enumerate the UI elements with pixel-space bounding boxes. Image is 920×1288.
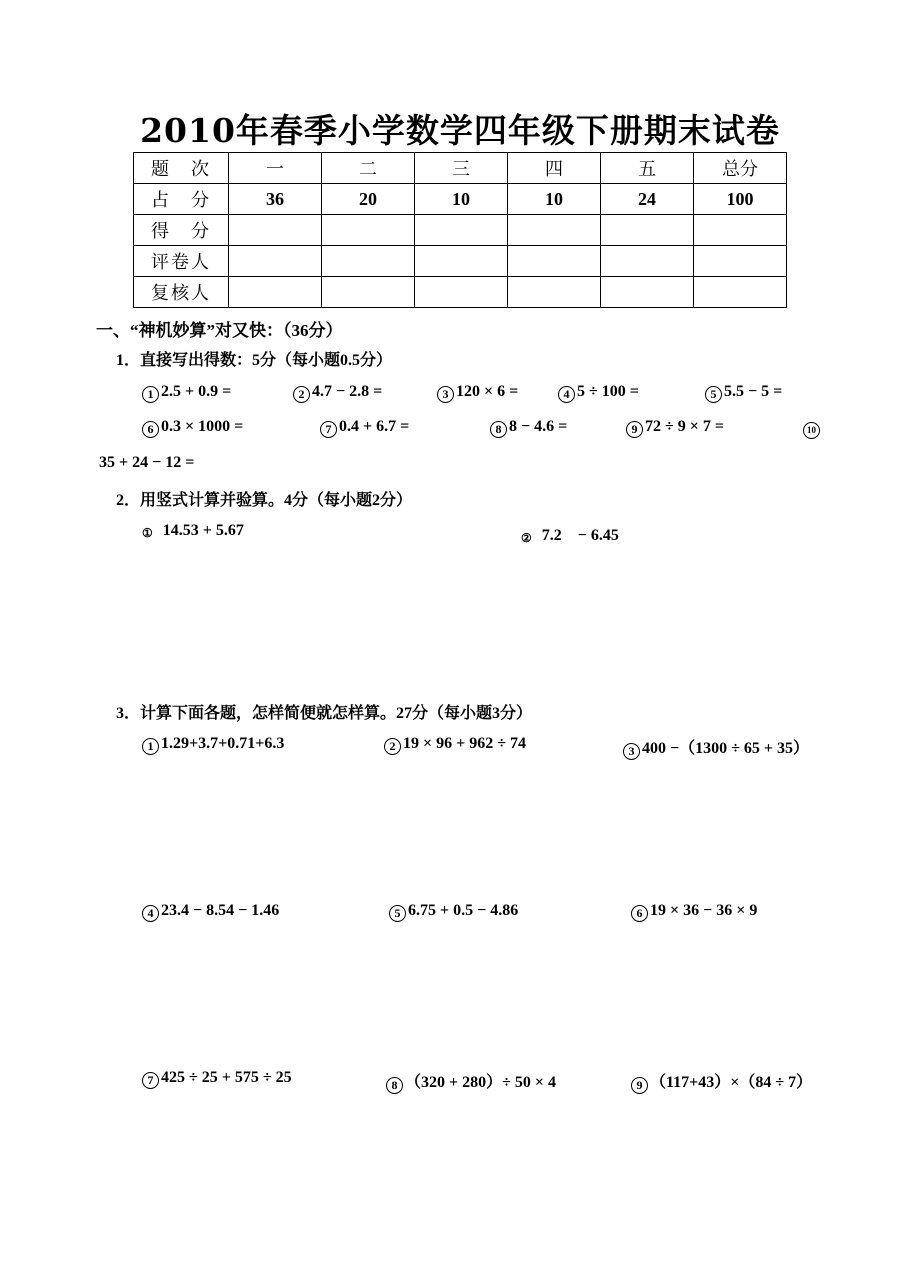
score-input-cell[interactable] bbox=[508, 246, 601, 277]
problem-expression: （320 + 280）÷ 50 × 4 bbox=[405, 1074, 557, 1091]
problem-number: 5 bbox=[705, 386, 722, 403]
problem-number: 8 bbox=[490, 421, 507, 438]
problem-item bbox=[142, 735, 284, 755]
problem-number: 1 bbox=[142, 386, 159, 403]
score-input-cell[interactable] bbox=[508, 277, 601, 308]
problem-number: 1 bbox=[142, 738, 159, 755]
table-cell: 10 bbox=[508, 184, 601, 215]
problem-expression: 5 ÷ 100 = bbox=[577, 383, 639, 400]
table-row bbox=[134, 215, 787, 246]
problem-item bbox=[142, 418, 243, 438]
table-cell: 24 bbox=[601, 184, 694, 215]
problem-expression: 19 × 36 − 36 × 9 bbox=[650, 902, 758, 919]
problem-item bbox=[490, 418, 567, 438]
problem-item bbox=[705, 383, 782, 403]
problem-number: 2 bbox=[384, 738, 401, 755]
problem-expression: 6.75 + 0.5 − 4.86 bbox=[408, 902, 519, 919]
score-input-cell[interactable] bbox=[229, 246, 322, 277]
problem-expression: 120 × 6 = bbox=[456, 383, 519, 400]
table-cell: 36 bbox=[229, 184, 322, 215]
problem-number: 7 bbox=[142, 1072, 159, 1089]
problem-number: ① bbox=[142, 526, 153, 540]
problem-expression: 2.5 + 0.9 = bbox=[161, 383, 232, 400]
table-cell: 100 bbox=[694, 184, 787, 215]
problem-number: 7 bbox=[320, 421, 337, 438]
problem-number: 4 bbox=[142, 905, 159, 922]
table-row bbox=[134, 277, 787, 308]
problem-number: ② bbox=[521, 531, 532, 545]
problem-item bbox=[803, 418, 822, 439]
table-cell: 二 bbox=[322, 153, 415, 184]
table-cell: 10 bbox=[415, 184, 508, 215]
table-cell: 三 bbox=[415, 153, 508, 184]
problem-item bbox=[142, 902, 279, 922]
problem-expression: 14.53 + 5.67 bbox=[162, 522, 244, 539]
problem-item bbox=[142, 522, 244, 542]
problem-number: 6 bbox=[631, 905, 648, 922]
table-row bbox=[134, 184, 787, 215]
score-input-cell[interactable] bbox=[694, 215, 787, 246]
problem-expression: 425 ÷ 25 + 575 ÷ 25 bbox=[161, 1069, 292, 1086]
problem-number: 3 bbox=[437, 386, 454, 403]
problem-expression: 7.2 − 6.45 bbox=[541, 527, 619, 544]
score-input-cell[interactable] bbox=[601, 215, 694, 246]
problem-expression: 0.4 + 6.7 = bbox=[339, 418, 410, 435]
table-cell: 五 bbox=[601, 153, 694, 184]
score-input-cell[interactable] bbox=[322, 215, 415, 246]
section-heading: 一、“神机妙算”对又快：（36分） bbox=[96, 321, 343, 340]
problem-expression: 23.4 − 8.54 − 1.46 bbox=[161, 902, 280, 919]
table-cell: 20 bbox=[322, 184, 415, 215]
problem-item bbox=[558, 383, 639, 403]
score-input-cell[interactable] bbox=[601, 246, 694, 277]
table-cell: 题 次 bbox=[134, 153, 229, 184]
problem-item bbox=[631, 902, 757, 922]
problem-item bbox=[389, 902, 518, 922]
problem-number: 9 bbox=[626, 421, 643, 438]
problem-item bbox=[623, 735, 809, 760]
problem-number: 8 bbox=[386, 1077, 403, 1094]
table-cell: 四 bbox=[508, 153, 601, 184]
score-input-cell[interactable] bbox=[415, 215, 508, 246]
problem-number: 10 bbox=[803, 422, 820, 439]
table-cell: 得 分 bbox=[134, 215, 229, 246]
question-heading: 2．用竖式计算并验算。4分（每小题2分） bbox=[116, 492, 413, 509]
problem-expression: 5.5 − 5 = bbox=[724, 383, 783, 400]
score-input-cell[interactable] bbox=[229, 215, 322, 246]
problem-number: 6 bbox=[142, 421, 159, 438]
problem-expression: 72 ÷ 9 × 7 = bbox=[645, 418, 725, 435]
problem-item bbox=[521, 522, 619, 547]
score-input-cell[interactable] bbox=[415, 277, 508, 308]
problem-expression: 8 − 4.6 = bbox=[509, 418, 568, 435]
score-input-cell[interactable] bbox=[322, 246, 415, 277]
table-row bbox=[134, 153, 787, 184]
problem-item bbox=[437, 383, 518, 403]
problem-expression: 19 × 96 + 962 ÷ 74 bbox=[403, 735, 527, 752]
problem-expression: （117+43）×（84 ÷ 7） bbox=[650, 1074, 813, 1091]
problem-number: 9 bbox=[631, 1077, 648, 1094]
problem-item bbox=[320, 418, 409, 438]
table-cell: 评卷人 bbox=[134, 246, 229, 277]
problem-item bbox=[99, 454, 194, 472]
problem-number: 3 bbox=[623, 743, 640, 760]
score-input-cell[interactable] bbox=[229, 277, 322, 308]
table-cell: 占 分 bbox=[134, 184, 229, 215]
problem-expression: 35 + 24 − 12 = bbox=[99, 454, 195, 471]
problem-item bbox=[142, 1069, 292, 1089]
score-input-cell[interactable] bbox=[415, 246, 508, 277]
problem-item bbox=[386, 1069, 556, 1094]
problem-item bbox=[384, 735, 526, 755]
table-cell: 复核人 bbox=[134, 277, 229, 308]
page-title: 2010年春季小学数学四年级下册期末试卷 bbox=[140, 111, 780, 150]
score-input-cell[interactable] bbox=[601, 277, 694, 308]
problem-expression: 0.3 × 1000 = bbox=[161, 418, 244, 435]
score-input-cell[interactable] bbox=[694, 246, 787, 277]
problem-item bbox=[293, 383, 382, 403]
problem-expression: 1.29+3.7+0.71+6.3 bbox=[161, 735, 285, 752]
table-cell: 总分 bbox=[694, 153, 787, 184]
question-heading: 3．计算下面各题，怎样简便就怎样算。27分（每小题3分） bbox=[116, 705, 533, 722]
problem-item bbox=[142, 383, 231, 403]
problem-expression: 400 −（1300 ÷ 65 + 35） bbox=[642, 740, 810, 757]
table-row bbox=[134, 246, 787, 277]
problem-item bbox=[631, 1069, 812, 1094]
table-cell: 一 bbox=[229, 153, 322, 184]
problem-item bbox=[626, 418, 724, 438]
score-table bbox=[133, 152, 787, 308]
problem-number: 5 bbox=[389, 905, 406, 922]
question-heading: 1．直接写出得数：5分（每小题0.5分） bbox=[116, 352, 393, 369]
problem-expression: 4.7 − 2.8 = bbox=[312, 383, 383, 400]
score-input-cell[interactable] bbox=[694, 277, 787, 308]
score-input-cell[interactable] bbox=[322, 277, 415, 308]
problem-number: 2 bbox=[293, 386, 310, 403]
problem-number: 4 bbox=[558, 386, 575, 403]
score-input-cell[interactable] bbox=[508, 215, 601, 246]
